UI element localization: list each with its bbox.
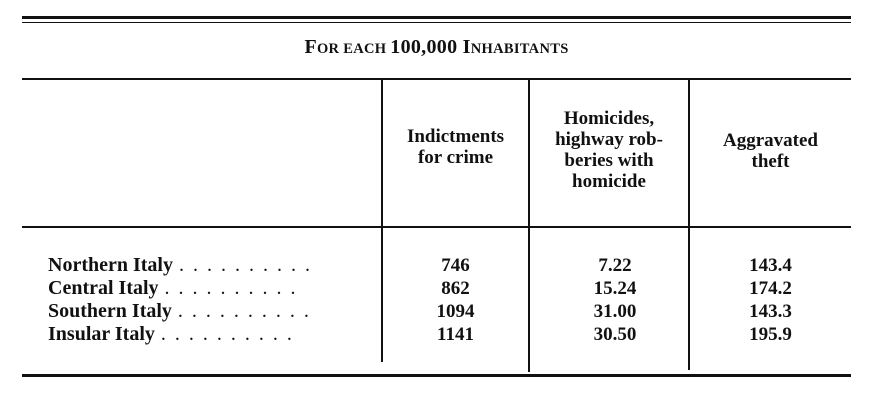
table-caption: [22, 36, 851, 59]
table-cell: 15.24: [593, 278, 637, 299]
table-cell: 1141: [437, 324, 474, 345]
row-label: [48, 300, 373, 323]
caption-initial-f: F: [304, 36, 317, 58]
caption-number: 100,000 I: [390, 36, 471, 58]
table-cell: 143.3: [749, 301, 792, 322]
row-label-text: Northern Italy: [48, 254, 173, 276]
table-cell: 143.4: [749, 255, 792, 276]
row-label: [48, 277, 373, 300]
leader-dots: ..........: [164, 277, 305, 299]
table-cell: 174.2: [749, 278, 792, 299]
table-cell: 30.50: [593, 324, 637, 345]
table-cell: 31.00: [593, 301, 637, 322]
row-label-text: Insular Italy: [48, 323, 155, 345]
table-cell: 746: [441, 255, 470, 276]
column-header-indictments: [383, 126, 528, 168]
column-header-homicides: [530, 108, 688, 192]
table-cell: 195.9: [749, 324, 792, 345]
column-header-text: Aggravated theft: [723, 130, 818, 172]
row-label: [48, 254, 373, 277]
leader-dots: ..........: [178, 254, 319, 276]
row-label-text: Southern Italy: [48, 300, 172, 322]
leader-dots: ..........: [177, 300, 318, 322]
column-header-text: Indictments for crime: [406, 126, 505, 168]
caption-inhabitants: NHABITANTS: [470, 41, 569, 57]
header-rule: [22, 226, 851, 228]
bottom-rule: [22, 374, 851, 377]
column-header-text: Homicides, highway rob- beries with homicide: [555, 108, 663, 192]
caption-rule: [22, 78, 851, 80]
table-cell: 862: [441, 278, 470, 299]
table-cell: 1094: [436, 301, 475, 322]
table-cell: 7.22: [598, 255, 632, 276]
row-label: [48, 323, 373, 346]
column-header-aggravated-theft: [690, 130, 851, 172]
top-rule-thin: [22, 22, 851, 23]
top-rule-thick: [22, 16, 851, 19]
caption-or-each: OR EACH: [316, 41, 391, 57]
leader-dots: ..........: [160, 323, 301, 345]
row-label-text: Central Italy: [48, 277, 159, 299]
